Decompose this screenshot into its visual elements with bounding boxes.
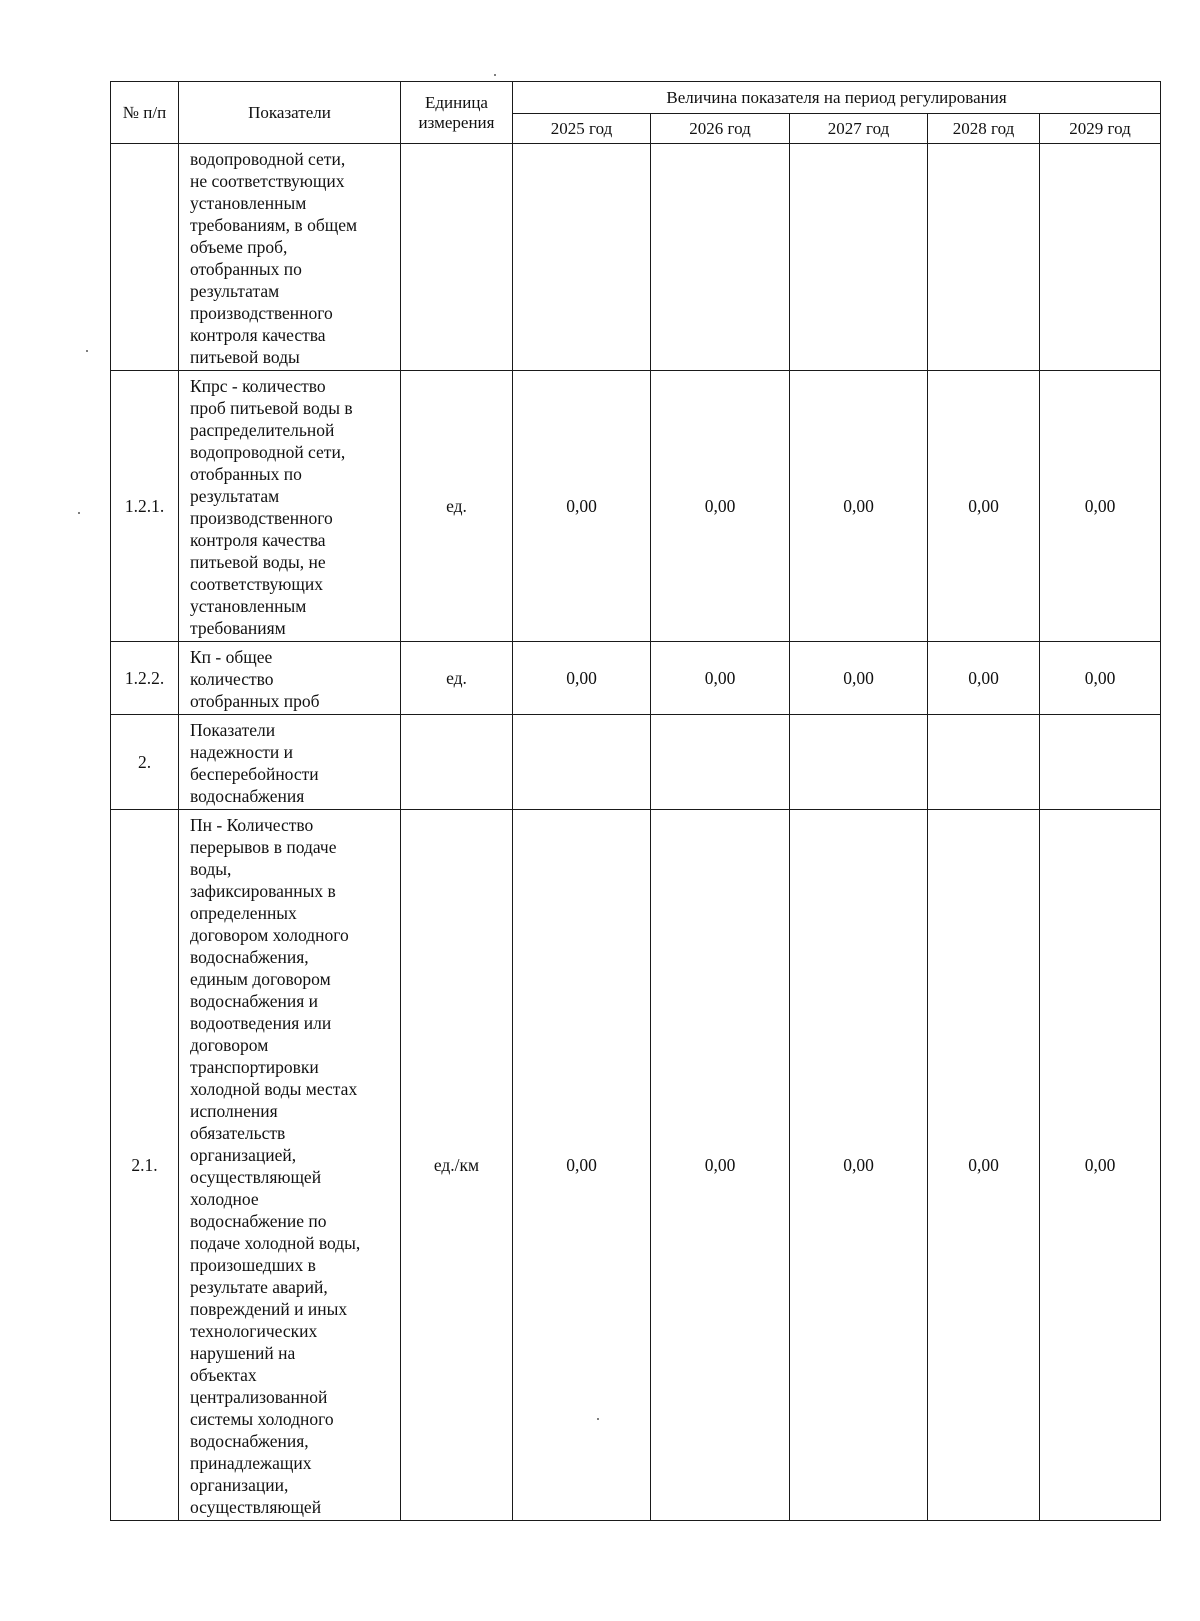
- value-cell: 0,00: [790, 642, 928, 715]
- row-number: 1.2.2.: [111, 642, 179, 715]
- description-line: распределительной: [190, 420, 335, 440]
- indicator-description: [179, 371, 401, 642]
- description-line: требованиям: [190, 618, 286, 638]
- description-line: отобранных по: [190, 259, 302, 279]
- description-line: водоснабжения,: [190, 947, 309, 967]
- description-line: исполнения: [190, 1101, 278, 1121]
- unit-cell: ед.: [401, 371, 513, 642]
- value-cell: 0,00: [651, 810, 790, 1521]
- header-year: 2025 год: [513, 114, 651, 144]
- value-cell: [651, 144, 790, 371]
- description-line: Пн - Количество: [190, 815, 314, 835]
- description-line: зафиксированных в: [190, 881, 336, 901]
- description-line: установленным: [190, 193, 307, 213]
- description-line: перерывов в подаче: [190, 837, 337, 857]
- description-line: договором холодного: [190, 925, 349, 945]
- description-line: осуществляющей: [190, 1167, 322, 1187]
- header-unit: Единица измерения: [401, 82, 513, 144]
- description-line: производственного: [190, 508, 333, 528]
- description-line: технологических: [190, 1321, 318, 1341]
- description-line: единым договором: [190, 969, 331, 989]
- value-cell: [1040, 715, 1161, 810]
- row-number: 1.2.1.: [111, 371, 179, 642]
- value-cell: [790, 715, 928, 810]
- description-line: осуществляющей: [190, 1497, 322, 1517]
- description-line: централизованной: [190, 1387, 328, 1407]
- header-year: 2027 год: [790, 114, 928, 144]
- description-line: надежности и: [190, 742, 293, 762]
- description-line: требованиям, в общем: [190, 215, 358, 235]
- description-line: производственного: [190, 303, 333, 323]
- value-cell: 0,00: [928, 810, 1040, 1521]
- description-line: водоснабжения и: [190, 991, 318, 1011]
- description-line: Показатели: [190, 720, 276, 740]
- scan-speck: [597, 1418, 599, 1420]
- description-line: количество: [190, 669, 274, 689]
- description-line: повреждений и иных: [190, 1299, 348, 1319]
- description-line: контроля качества: [190, 530, 326, 550]
- description-line: Кпрс - количество: [190, 376, 326, 396]
- value-cell: [1040, 144, 1161, 371]
- description-line: системы холодного: [190, 1409, 334, 1429]
- value-cell: [928, 715, 1040, 810]
- description-line: водоснабжения,: [190, 1431, 309, 1451]
- scan-speck: [78, 512, 80, 514]
- unit-cell: [401, 715, 513, 810]
- description-line: водоотведения или: [190, 1013, 332, 1033]
- value-cell: 0,00: [790, 810, 928, 1521]
- description-line: водопроводной сети,: [190, 149, 346, 169]
- row-number: 2.1.: [111, 810, 179, 1521]
- value-cell: 0,00: [928, 371, 1040, 642]
- description-line: воды,: [190, 859, 232, 879]
- description-line: транспортировки: [190, 1057, 319, 1077]
- table-row: [111, 715, 1161, 810]
- row-number: [111, 144, 179, 371]
- value-cell: [651, 715, 790, 810]
- description-line: проб питьевой воды в: [190, 398, 353, 418]
- description-line: организацией,: [190, 1145, 297, 1165]
- header-year: 2029 год: [1040, 114, 1161, 144]
- unit-cell: ед.: [401, 642, 513, 715]
- header-period: Величина показателя на период регулирования: [513, 82, 1161, 114]
- description-line: результатам: [190, 486, 280, 506]
- description-line: установленным: [190, 596, 307, 616]
- description-line: нарушений на: [190, 1343, 296, 1363]
- table-row: [111, 371, 1161, 642]
- description-line: результате аварий,: [190, 1277, 328, 1297]
- description-line: холодной воды местах: [190, 1079, 358, 1099]
- indicator-description: [179, 144, 401, 371]
- table-header: [111, 82, 1161, 144]
- description-line: водоснабжение по: [190, 1211, 327, 1231]
- table-row: [111, 810, 1161, 1521]
- table-row: [111, 144, 1161, 371]
- value-cell: [790, 144, 928, 371]
- description-line: обязательств: [190, 1123, 286, 1143]
- indicators-table: [110, 81, 1161, 1521]
- description-line: контроля качества: [190, 325, 326, 345]
- description-line: питьевой воды: [190, 347, 300, 367]
- description-line: соответствующих: [190, 574, 323, 594]
- header-num: № п/п: [111, 82, 179, 144]
- scan-speck: [86, 350, 88, 352]
- value-cell: 0,00: [1040, 642, 1161, 715]
- row-number: 2.: [111, 715, 179, 810]
- description-line: определенных: [190, 903, 297, 923]
- description-line: питьевой воды, не: [190, 552, 326, 572]
- description-line: не соответствующих: [190, 171, 345, 191]
- description-line: договором: [190, 1035, 269, 1055]
- indicator-description: [179, 810, 401, 1521]
- table-row: [111, 642, 1161, 715]
- value-cell: 0,00: [513, 810, 651, 1521]
- header-year: 2028 год: [928, 114, 1040, 144]
- unit-cell: [401, 144, 513, 371]
- description-line: организации,: [190, 1475, 289, 1495]
- description-line: объеме проб,: [190, 237, 288, 257]
- description-line: подаче холодной воды,: [190, 1233, 361, 1253]
- description-line: отобранных по: [190, 464, 302, 484]
- unit-cell: ед./км: [401, 810, 513, 1521]
- header-year: 2026 год: [651, 114, 790, 144]
- value-cell: 0,00: [1040, 810, 1161, 1521]
- value-cell: 0,00: [790, 371, 928, 642]
- description-line: холодное: [190, 1189, 259, 1209]
- description-line: Кп - общее: [190, 647, 273, 667]
- value-cell: 0,00: [651, 642, 790, 715]
- indicator-description: [179, 715, 401, 810]
- value-cell: 0,00: [928, 642, 1040, 715]
- description-line: водопроводной сети,: [190, 442, 346, 462]
- scan-speck: [494, 74, 496, 76]
- description-line: бесперебойности: [190, 764, 319, 784]
- description-line: принадлежащих: [190, 1453, 312, 1473]
- description-line: произошедших в: [190, 1255, 316, 1275]
- value-cell: 0,00: [513, 371, 651, 642]
- value-cell: 0,00: [1040, 371, 1161, 642]
- value-cell: [513, 144, 651, 371]
- description-line: отобранных проб: [190, 691, 320, 711]
- value-cell: 0,00: [513, 642, 651, 715]
- value-cell: [928, 144, 1040, 371]
- value-cell: 0,00: [651, 371, 790, 642]
- header-indicators: Показатели: [179, 82, 401, 144]
- description-line: водоснабжения: [190, 786, 305, 806]
- indicator-description: [179, 642, 401, 715]
- description-line: объектах: [190, 1365, 257, 1385]
- description-line: результатам: [190, 281, 280, 301]
- table-body: [111, 144, 1161, 1521]
- value-cell: [513, 715, 651, 810]
